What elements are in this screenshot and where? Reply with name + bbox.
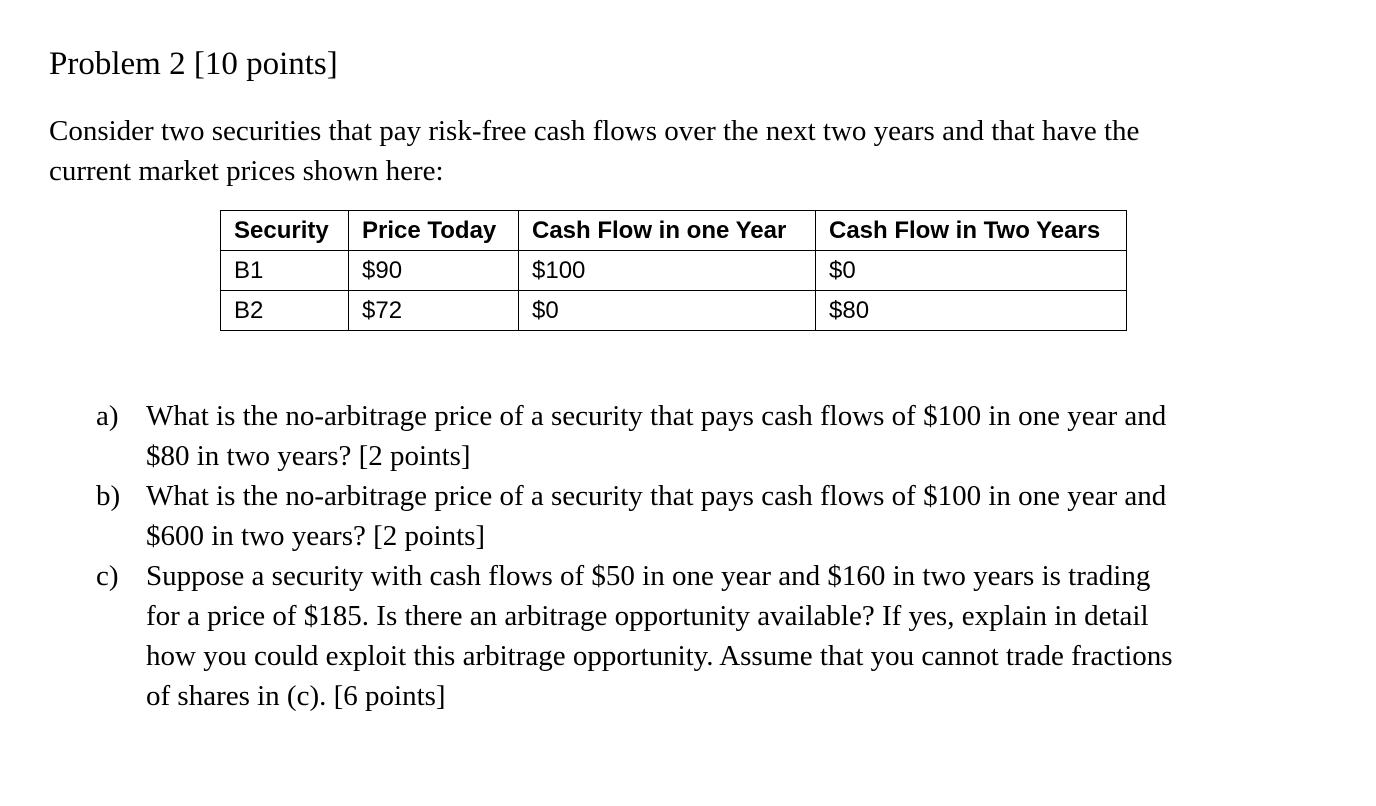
intro-line: Consider two securities that pay risk-free cash flows over the next two years and that have the	[49, 115, 1140, 147]
question-line: $600 in two years? [2 points]	[146, 520, 486, 552]
cash-flow-one-year-cell: $0	[519, 291, 816, 331]
question-list	[96, 396, 1336, 716]
question-line: of shares in (c). [6 points]	[146, 680, 446, 712]
question-line: $80 in two years? [2 points]	[146, 440, 471, 472]
column-header-price-today: Price Today	[349, 211, 519, 251]
price-cell: $72	[349, 291, 519, 331]
securities-table	[220, 210, 1127, 331]
question-marker: c)	[96, 560, 119, 592]
problem-title: Problem 2 [10 points]	[49, 46, 338, 82]
question-line: What is the no-arbitrage price of a security that pays cash flows of $100 in one year and	[146, 480, 1167, 512]
question-marker: a)	[96, 400, 119, 432]
security-cell: B2	[221, 291, 349, 331]
table-row	[221, 251, 1127, 291]
table-header-row	[221, 211, 1127, 251]
question-marker: b)	[96, 480, 121, 512]
problem-intro	[49, 111, 1309, 191]
column-header-cash-flow-two-years: Cash Flow in Two Years	[816, 211, 1127, 251]
column-header-cash-flow-one-year: Cash Flow in one Year	[519, 211, 816, 251]
cash-flow-one-year-cell: $100	[519, 251, 816, 291]
security-cell: B1	[221, 251, 349, 291]
question-line: Suppose a security with cash flows of $50 in one year and $160 in two years is trading	[146, 560, 1151, 592]
cash-flow-two-years-cell: $80	[816, 291, 1127, 331]
question-item-a	[96, 396, 1336, 476]
question-item-c	[96, 556, 1336, 716]
table-row	[221, 291, 1127, 331]
question-line: how you could exploit this arbitrage opportunity. Assume that you cannot trade fractions	[146, 640, 1173, 672]
question-line: for a price of $185. Is there an arbitrage opportunity available? If yes, explain in detail	[146, 600, 1149, 632]
question-item-b	[96, 476, 1336, 556]
column-header-security: Security	[221, 211, 349, 251]
question-line: What is the no-arbitrage price of a security that pays cash flows of $100 in one year and	[146, 400, 1167, 432]
cash-flow-two-years-cell: $0	[816, 251, 1127, 291]
intro-line: current market prices shown here:	[49, 155, 444, 187]
price-cell: $90	[349, 251, 519, 291]
